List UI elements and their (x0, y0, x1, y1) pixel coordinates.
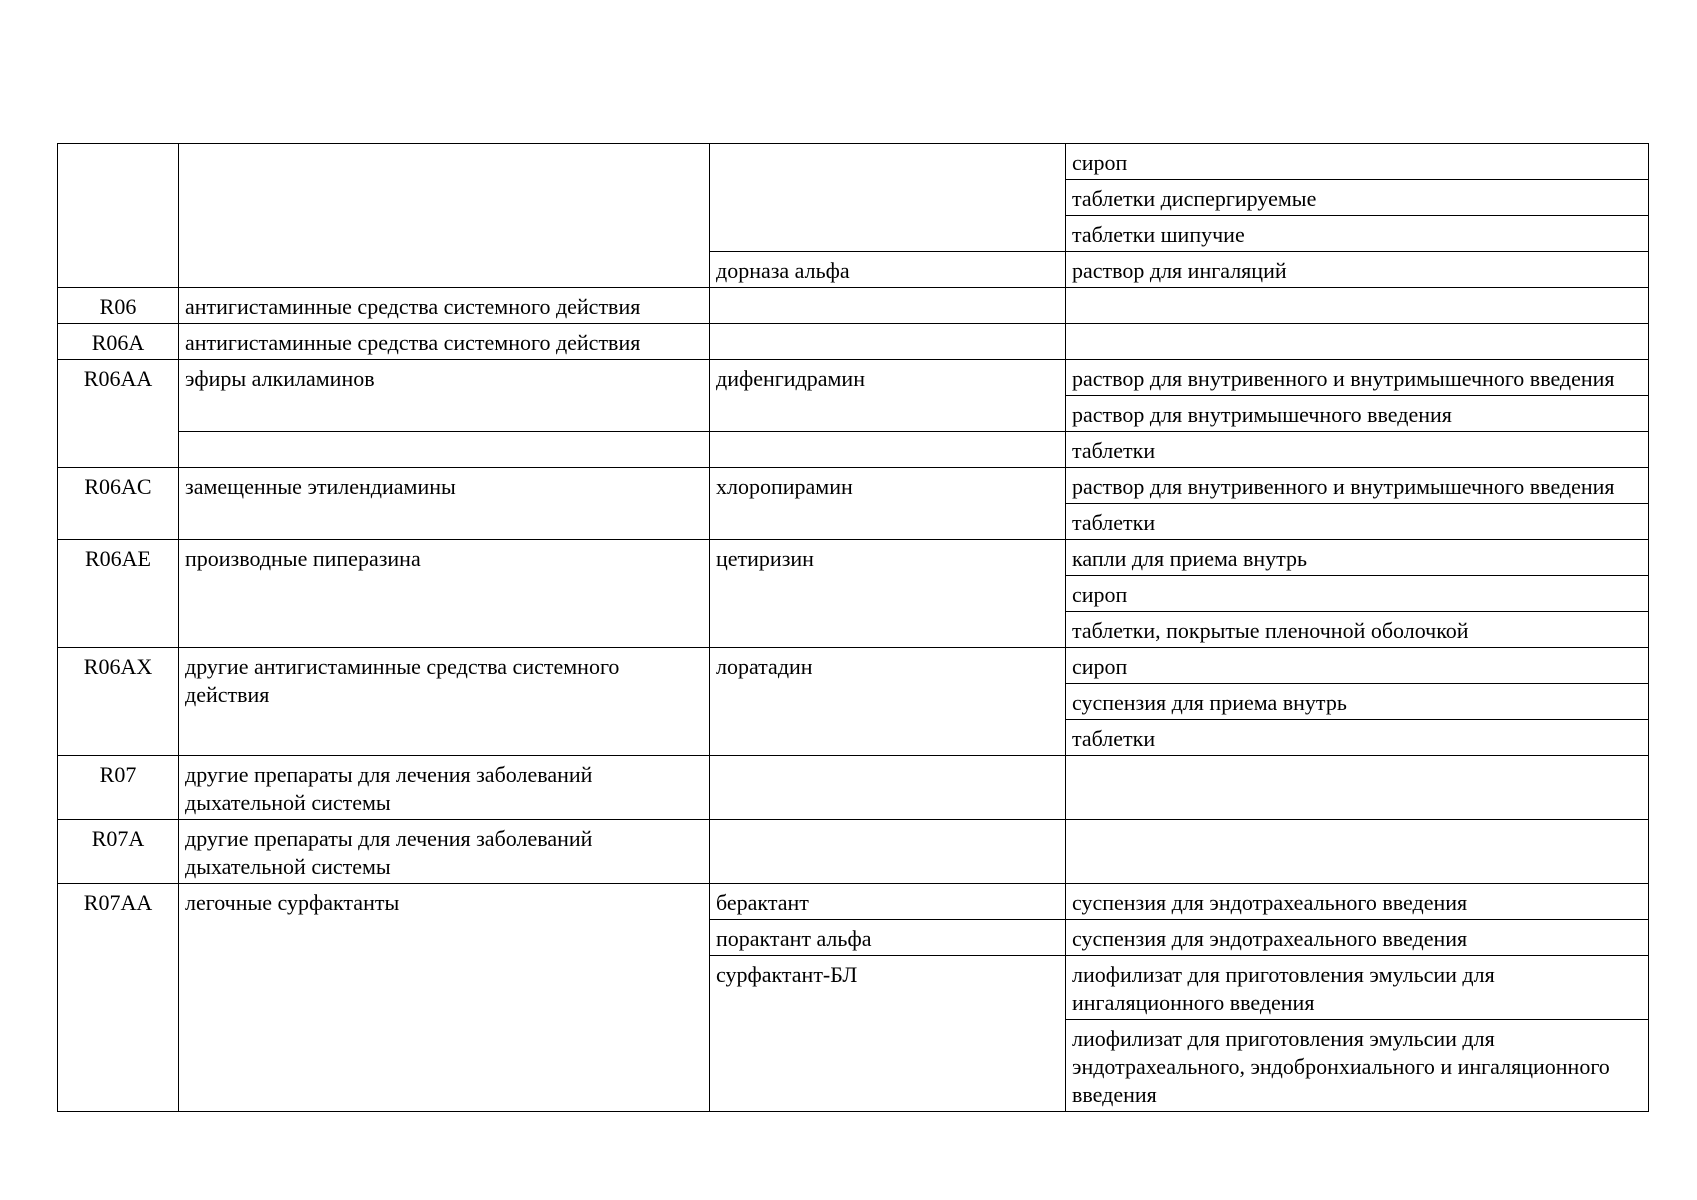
dosage-form-cell (1066, 756, 1649, 820)
drug-name-cell: берактант (710, 884, 1066, 920)
atc-code-cell: R06 (58, 288, 179, 324)
drug-name-cell: порактант альфа (710, 920, 1066, 956)
dosage-form-cell: суспензия для приема внутрь (1066, 684, 1649, 720)
drug-name-cell: дорназа альфа (710, 252, 1066, 288)
dosage-form-cell: сироп (1066, 144, 1649, 180)
dosage-form-cell: раствор для ингаляций (1066, 252, 1649, 288)
table-row (58, 756, 1649, 820)
dosage-form-cell: суспензия для эндотрахеального введения (1066, 920, 1649, 956)
dosage-form-cell: таблетки (1066, 504, 1649, 540)
drug-name-cell: лоратадин (710, 648, 1066, 756)
atc-code-cell: R07A (58, 820, 179, 884)
group-name-cell (179, 432, 710, 468)
drug-name-cell (710, 756, 1066, 820)
group-name-cell: легочные сурфактанты (179, 884, 710, 1112)
table-row (58, 468, 1649, 504)
group-name-cell: антигистаминные средства системного действия (179, 324, 710, 360)
dosage-form-cell: сироп (1066, 576, 1649, 612)
atc-code-cell: R07AA (58, 884, 179, 1112)
table-row (58, 432, 1649, 468)
dosage-form-cell: таблетки, покрытые пленочной оболочкой (1066, 612, 1649, 648)
dosage-form-cell: раствор для внутривенного и внутримышечного введения (1066, 468, 1649, 504)
dosage-form-cell: таблетки (1066, 432, 1649, 468)
dosage-form-cell: суспензия для эндотрахеального введения (1066, 884, 1649, 920)
drug-name-cell (710, 820, 1066, 884)
table-row (58, 884, 1649, 920)
atc-code-cell: R06AX (58, 648, 179, 756)
atc-code-cell: R07 (58, 756, 179, 820)
group-name-cell (179, 144, 710, 288)
dosage-form-cell (1066, 324, 1649, 360)
atc-code-cell: R06AC (58, 468, 179, 540)
group-name-cell: эфиры алкиламинов (179, 360, 710, 432)
drug-name-cell (710, 288, 1066, 324)
table-row (58, 360, 1649, 396)
medication-table (57, 143, 1649, 1112)
group-name-cell: антигистаминные средства системного действия (179, 288, 710, 324)
dosage-form-cell (1066, 820, 1649, 884)
dosage-form-cell (1066, 288, 1649, 324)
atc-code-cell: R06A (58, 324, 179, 360)
drug-name-cell: сурфактант-БЛ (710, 956, 1066, 1112)
drug-name-cell: цетиризин (710, 540, 1066, 648)
atc-code-cell (58, 144, 179, 288)
group-name-cell: другие препараты для лечения заболеваний дыхательной системы (179, 820, 710, 884)
group-name-cell: другие антигистаминные средства системного действия (179, 648, 710, 756)
table-body (58, 144, 1649, 1112)
group-name-cell: другие препараты для лечения заболеваний дыхательной системы (179, 756, 710, 820)
group-name-cell: производные пиперазина (179, 540, 710, 648)
drug-name-cell (710, 324, 1066, 360)
drug-name-cell (710, 432, 1066, 468)
dosage-form-cell: сироп (1066, 648, 1649, 684)
table-row (58, 540, 1649, 576)
dosage-form-cell: лиофилизат для приготовления эмульсии для ингаляционного введения (1066, 956, 1649, 1020)
table-row (58, 820, 1649, 884)
atc-code-cell: R06AE (58, 540, 179, 648)
dosage-form-cell: лиофилизат для приготовления эмульсии для эндотрахеального, эндобронхиального и ингаляционного введения (1066, 1020, 1649, 1112)
table-row (58, 324, 1649, 360)
dosage-form-cell: капли для приема внутрь (1066, 540, 1649, 576)
table-row (58, 288, 1649, 324)
atc-code-cell: R06AA (58, 360, 179, 468)
dosage-form-cell: раствор для внутривенного и внутримышечного введения (1066, 360, 1649, 396)
table-row (58, 144, 1649, 180)
dosage-form-cell: таблетки (1066, 720, 1649, 756)
dosage-form-cell: раствор для внутримышечного введения (1066, 396, 1649, 432)
drug-name-cell: хлоропирамин (710, 468, 1066, 540)
table-row (58, 648, 1649, 684)
dosage-form-cell: таблетки шипучие (1066, 216, 1649, 252)
group-name-cell: замещенные этилендиамины (179, 468, 710, 540)
drug-name-cell (710, 144, 1066, 252)
drug-name-cell: дифенгидрамин (710, 360, 1066, 432)
dosage-form-cell: таблетки диспергируемые (1066, 180, 1649, 216)
